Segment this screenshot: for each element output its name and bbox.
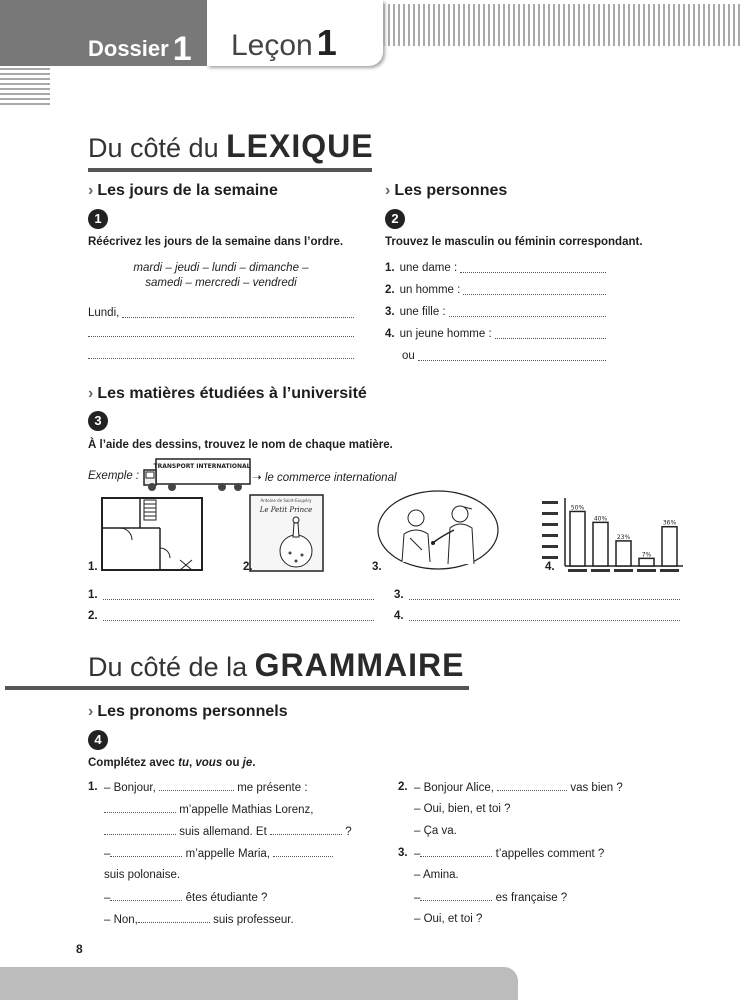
bar-chart-drawing xyxy=(540,494,686,574)
list-item[interactable]: 2. un homme : xyxy=(385,284,606,306)
personnes-list xyxy=(385,262,606,372)
lexique-title-prefix: Du côté du xyxy=(88,133,219,163)
chart-bar xyxy=(662,527,677,566)
dialogue-line[interactable]: m’appelle Mathias Lorenz, xyxy=(104,803,378,825)
exercise-number-1: 1 xyxy=(88,209,108,229)
example-answer: ➝ le commerce international xyxy=(252,472,397,484)
dialogue-3 xyxy=(398,847,698,935)
chart-tick xyxy=(542,545,558,548)
chart-bar xyxy=(570,511,585,566)
dialogue-2 xyxy=(398,781,698,847)
matiere-answer-4[interactable]: 4. xyxy=(394,610,680,622)
matiere-answer-2[interactable]: 2. xyxy=(88,610,374,622)
jours-heading: › Les jours de la semaine xyxy=(88,182,278,199)
dossier-number: 1 xyxy=(172,30,192,68)
dialogue-number: 2. xyxy=(398,781,408,793)
matiere-answer-3[interactable]: 3. xyxy=(394,589,680,601)
picture-label-4: 4. xyxy=(545,561,555,573)
grammaire-title-prefix: Du côté de la xyxy=(88,652,248,682)
chart-data-label: 23% xyxy=(616,533,631,541)
dialogue-number: 1. xyxy=(88,781,98,793)
personnes-heading: › Les personnes xyxy=(385,182,508,199)
jours-words-2: samedi – mercredi – vendredi xyxy=(145,277,297,289)
chart-data-label: 7% xyxy=(641,551,652,559)
picture-label-2: 2. xyxy=(243,561,253,573)
dialogue-number: 3. xyxy=(398,847,408,859)
book-drawing xyxy=(248,493,326,573)
floor-plan-drawing xyxy=(100,496,204,572)
lecon-label: Leçon xyxy=(231,29,313,62)
dialogue-line: – Ça va. xyxy=(414,825,457,837)
dialogue-line: – Amina. xyxy=(414,869,459,881)
chart-tick xyxy=(542,523,558,526)
truck-text: TRANSPORT INTERNATIONAL xyxy=(153,463,251,470)
side-stripes xyxy=(0,68,50,108)
chart-category-mark xyxy=(660,569,679,572)
dialogue-line: – Oui, bien, et toi ? xyxy=(414,803,511,815)
svg-text:Antoine de Saint-Exupéry: Antoine de Saint-Exupéry xyxy=(260,498,312,503)
exercise-number-3: 3 xyxy=(88,411,108,431)
chart-bar xyxy=(616,541,631,566)
matieres-instruction: À l’aide des dessins, trouvez le nom de chaque matière. xyxy=(88,439,393,451)
jours-answer-line-3[interactable] xyxy=(88,349,354,359)
picture-label-1: 1. xyxy=(88,561,98,573)
matieres-heading: › Les matières étudiées à l’université xyxy=(88,385,367,402)
chart-tick xyxy=(542,501,558,504)
chart-category-mark xyxy=(591,569,610,572)
chart-tick xyxy=(542,556,558,559)
dialogue-line[interactable]: suis allemand. Et ? xyxy=(104,825,378,847)
dialogue-line[interactable]: – Bonjour, me présente : xyxy=(104,782,308,794)
jours-instruction: Réécrivez les jours de la semaine dans l’ordre. xyxy=(88,236,344,248)
chart-tick xyxy=(542,512,558,515)
jours-answer-line-2[interactable] xyxy=(88,327,354,337)
picture-label-3: 3. xyxy=(372,561,382,573)
dialogue-line[interactable]: – es française ? xyxy=(414,892,568,904)
dossier-label: Dossier xyxy=(88,36,169,61)
jours-words-1: mardi – jeudi – lundi – dimanche – xyxy=(133,262,309,274)
chart-category-mark xyxy=(614,569,633,572)
page-number: 8 xyxy=(76,942,83,956)
grammaire-title-main: GRAMMAIRE xyxy=(254,647,465,683)
dialogue-line[interactable]: – êtes étudiante ? xyxy=(104,892,268,904)
book-title: Le Petit Prince xyxy=(259,506,313,514)
lexique-title-main: LEXIQUE xyxy=(226,128,374,164)
exercise-number-2: 2 xyxy=(385,209,405,229)
dialogue-line[interactable]: – t’appelles comment ? xyxy=(414,848,605,860)
dialogue-line: suis polonaise. xyxy=(104,869,181,881)
list-item[interactable]: 3. une fille : xyxy=(385,306,606,328)
dialogue-1 xyxy=(88,781,378,935)
lexique-rule xyxy=(88,168,372,172)
lecon-number: 1 xyxy=(316,22,337,63)
lecon-tab xyxy=(207,0,383,66)
chart-tick xyxy=(542,534,558,537)
pronoms-instruction: Complétez avec tu, vous ou je. xyxy=(88,757,256,769)
dialogue-line[interactable]: – m’appelle Maria, xyxy=(104,847,378,869)
chart-bar xyxy=(639,558,654,566)
list-item[interactable]: 4. un jeune homme : xyxy=(385,328,606,350)
jours-answer-line[interactable]: Lundi, xyxy=(88,307,354,319)
grammaire-title xyxy=(88,647,465,684)
list-item[interactable]: 1. une dame : xyxy=(385,262,606,284)
chart-bar xyxy=(593,522,608,566)
exercise-number-4: 4 xyxy=(88,730,108,750)
chart-category-mark xyxy=(568,569,587,572)
lexique-title xyxy=(88,128,374,165)
chart-data-label: 36% xyxy=(662,519,677,527)
chart-data-label: 50% xyxy=(570,504,585,512)
footer-bar xyxy=(0,967,518,1000)
grammaire-rule xyxy=(5,686,469,690)
doctor-drawing xyxy=(376,490,500,572)
truck-drawing xyxy=(142,456,252,492)
dialogue-line[interactable]: – Non, suis professeur. xyxy=(104,914,294,926)
pronoms-heading: › Les pronoms personnels xyxy=(88,703,288,720)
matiere-answer-1[interactable]: 1. xyxy=(88,589,374,601)
chart-category-mark xyxy=(637,569,656,572)
dialogue-line: – Oui, et toi ? xyxy=(414,913,483,925)
header-stripes xyxy=(383,4,740,46)
list-item[interactable]: ou xyxy=(385,350,606,372)
dialogue-line[interactable]: – Bonjour Alice, vas bien ? xyxy=(414,782,623,794)
personnes-instruction: Trouvez le masculin ou féminin correspondant. xyxy=(385,236,643,248)
example-label: Exemple : xyxy=(88,470,140,482)
dossier-tab xyxy=(0,0,220,66)
chart-data-label: 40% xyxy=(593,515,608,523)
